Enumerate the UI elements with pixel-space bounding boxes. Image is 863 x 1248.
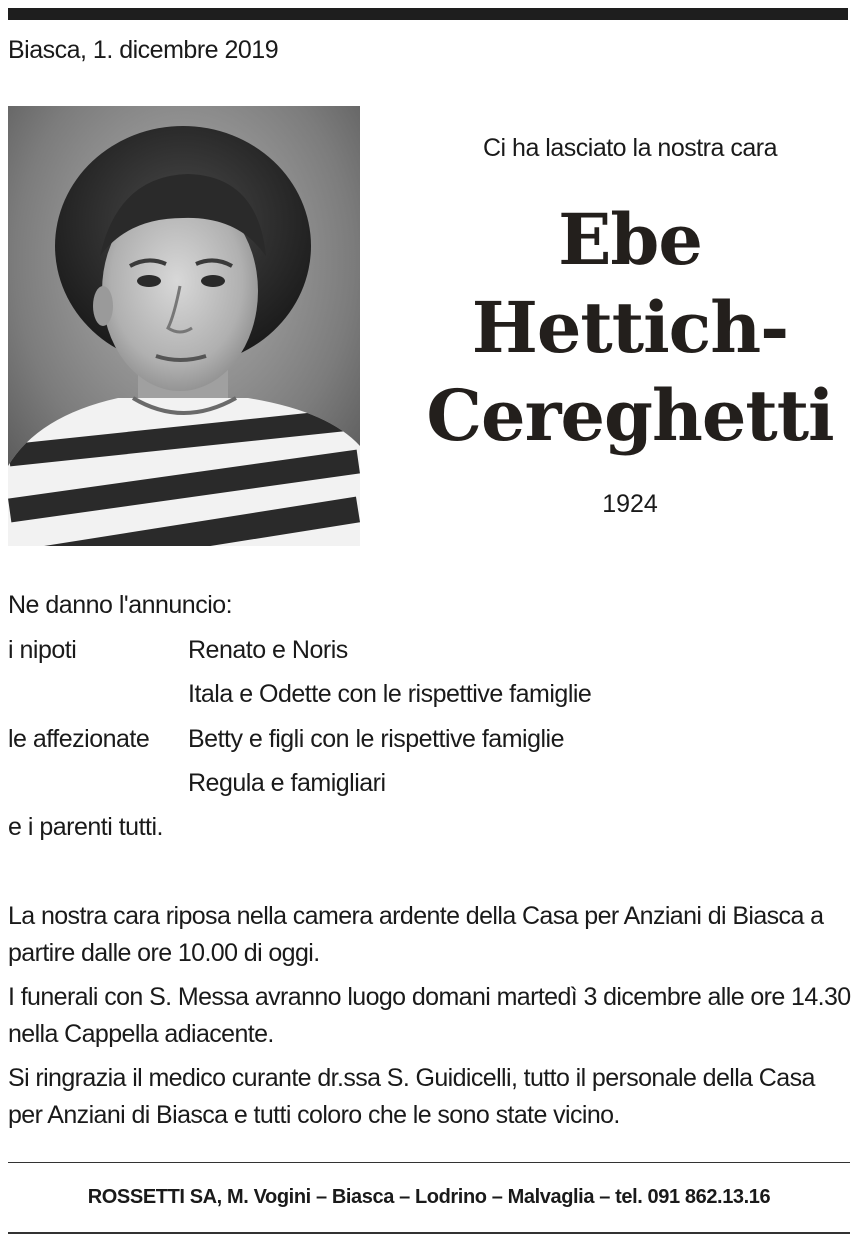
notice-body — [8, 898, 853, 1141]
thanks-paragraph: Si ringrazia il medico curante dr.ssa S. Guidicelli, tutto il personale della Casa per Anziani di Biasca e tutti coloro che le sono state vicino. — [8, 1064, 815, 1129]
relative-names: Renato e Noris — [188, 636, 348, 664]
relative-names: Itala e Odette con le rispettive famiglie — [188, 680, 592, 708]
name-line-3: Cereghetti — [426, 374, 834, 457]
dateline: Biasca, 1. dicembre 2019 — [8, 36, 279, 64]
announcement-closing: e i parenti tutti. — [8, 813, 163, 841]
relative-names: Betty e figli con le rispettive famiglie — [188, 725, 565, 753]
top-rule — [8, 8, 848, 20]
visitation-paragraph: La nostra cara riposa nella camera ardente della Casa per Anziani di Biasca a partire dalle ore 10.00 di oggi. — [8, 902, 824, 967]
portrait-photo — [8, 106, 360, 546]
relative-names: Regula e famigliari — [188, 769, 386, 797]
funeral-paragraph: I funerali con S. Messa avranno luogo domani martedì 3 dicembre alle ore 14.30 nella Cappella adiacente. — [8, 983, 851, 1048]
deceased-name — [400, 196, 860, 460]
birth-year: 1924 — [602, 490, 658, 518]
footer-divider — [8, 1232, 850, 1234]
relative-role: i nipoti — [8, 636, 77, 664]
announcement-heading: Ne danno l'annuncio: — [8, 591, 233, 619]
name-line-2: Hettich- — [471, 286, 789, 369]
intro-text: Ci ha lasciato la nostra cara — [483, 134, 777, 162]
relative-role: le affezionate — [8, 725, 150, 753]
divider — [8, 1162, 850, 1163]
name-line-1: Ebe — [558, 198, 702, 281]
funeral-home-footer: ROSSETTI SA, M. Vogini – Biasca – Lodrino – Malvaglia – tel. 091 862.13.16 — [87, 1186, 771, 1208]
